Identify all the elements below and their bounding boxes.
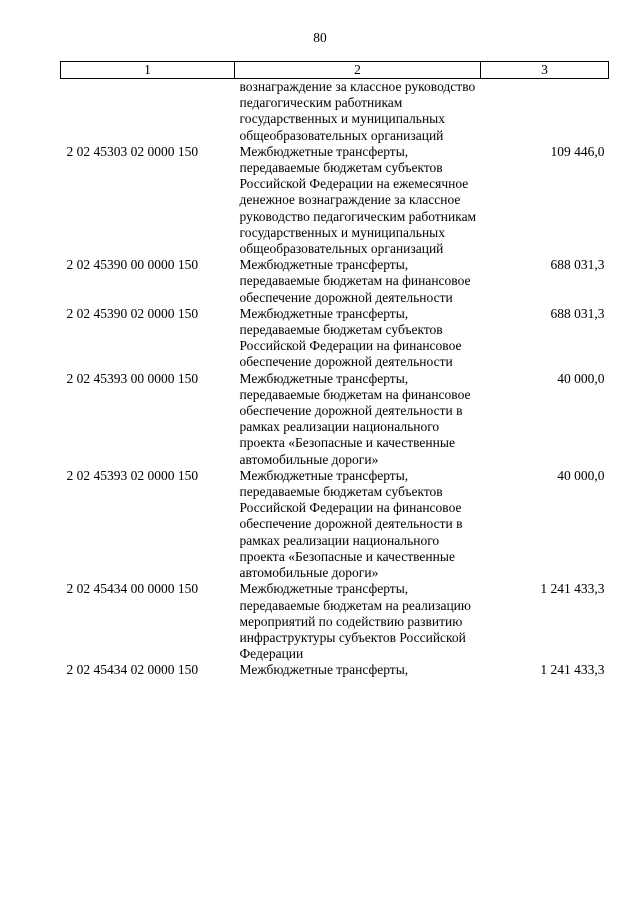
table-row (61, 468, 609, 581)
table-row (61, 371, 609, 468)
column-header-code: 1 (61, 62, 235, 79)
table-row (61, 581, 609, 662)
budget-code: 2 02 45390 02 0000 150 (66, 305, 199, 321)
amount-value: 688 031,3 (550, 305, 605, 321)
budget-code (61, 79, 235, 144)
item-description: Межбюджетные трансферты, передаваемые бюджетам на финансовое обеспечение дорожной деятельности (239, 257, 471, 305)
budget-code: 2 02 45390 00 0000 150 (66, 257, 199, 273)
budget-table (60, 61, 609, 679)
budget-code: 2 02 45393 00 0000 150 (66, 370, 199, 386)
budget-code: 2 02 45434 02 0000 150 (66, 662, 199, 678)
amount-value: 109 446,0 (550, 143, 605, 159)
column-header-amount: 3 (481, 62, 609, 79)
page-number: 80 (313, 30, 327, 45)
budget-code: 2 02 45434 00 0000 150 (66, 581, 199, 597)
budget-code: 2 02 45393 02 0000 150 (66, 467, 199, 483)
item-description: Межбюджетные трансферты, передаваемые бюджетам субъектов Российской Федерации на финансовое обеспечение дорожной деятельности (239, 305, 462, 370)
table-row (61, 257, 609, 306)
budget-code: 2 02 45303 02 0000 150 (66, 143, 199, 159)
item-description: Межбюджетные трансферты, передаваемые бюджетам субъектов Российской Федерации на финансовое обеспечение дорожной деятельности в рамках реализации национального проекта «Безопасные и качественные автомобильные дороги» (239, 467, 463, 581)
amount-value: 40 000,0 (557, 467, 605, 483)
item-description: Межбюджетные трансферты, (239, 662, 409, 678)
amount-value: 1 241 433,3 (540, 581, 605, 597)
column-header-name: 2 (235, 62, 481, 79)
item-description: Межбюджетные трансферты, передаваемые бюджетам на реализацию мероприятий по содействию развитию инфраструктуры субъектов Российской Федерации (239, 581, 471, 662)
table-row (61, 662, 609, 678)
header-row (61, 62, 609, 79)
table-row (61, 79, 609, 144)
table-row (61, 144, 609, 257)
amount-value (481, 79, 609, 144)
item-description: вознаграждение за классное руководство педагогическим работникам государственных и муниципальных общеобразовательных организаций (239, 79, 476, 143)
table-row (61, 306, 609, 371)
item-description: Межбюджетные трансферты, передаваемые бюджетам на финансовое обеспечение дорожной деятельности в рамках реализации национального проекта «Безопасные и качественные автомобильные дороги» (239, 370, 471, 467)
amount-value: 40 000,0 (557, 370, 605, 386)
amount-value: 688 031,3 (550, 257, 605, 273)
amount-value: 1 241 433,3 (540, 662, 605, 678)
item-description: Межбюджетные трансферты, передаваемые бюджетам субъектов Российской Федерации на ежемесячное денежное вознаграждение за классное руководство педагогическим работникам государственных и муниципальных общеобразовательных организаций (239, 143, 477, 257)
